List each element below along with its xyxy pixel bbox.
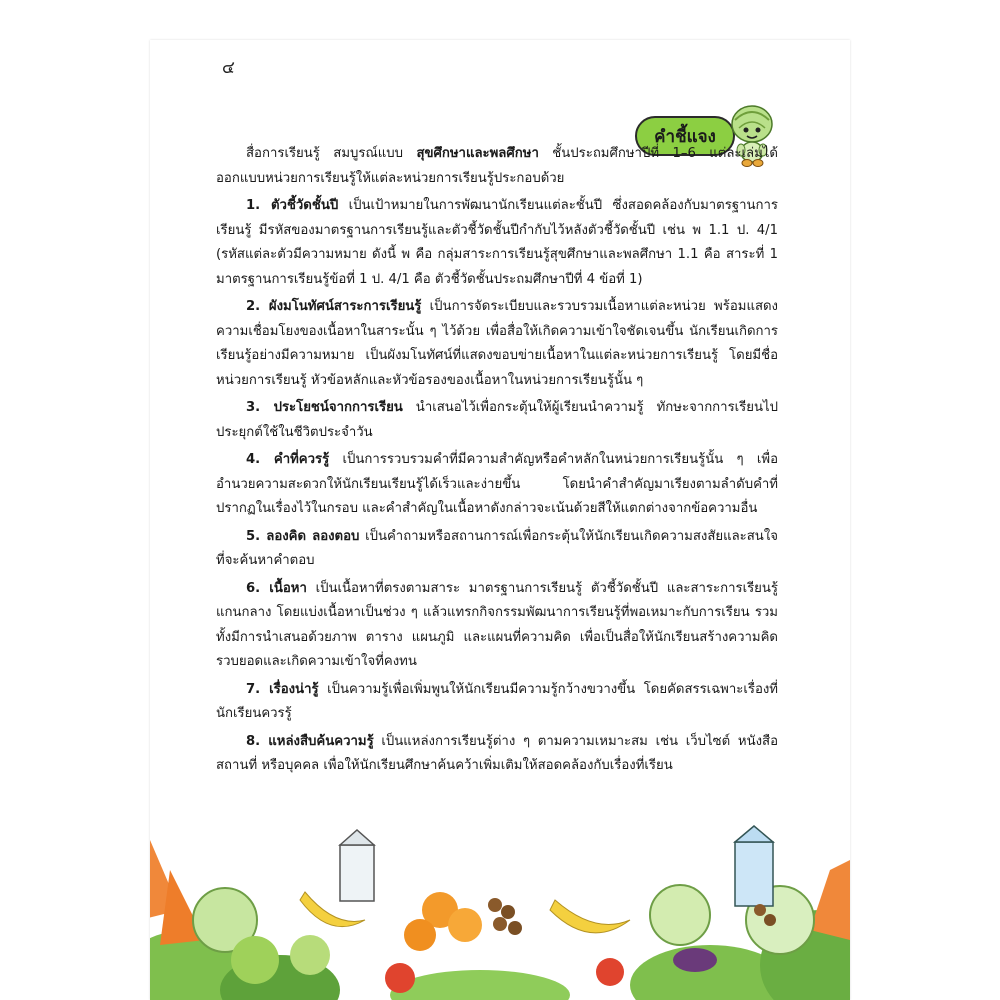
item-text: เป็นแหล่งการเรียนรู้ต่าง ๆ ตามความเหมาะสม เช่น เว็บไซต์ หนังสือ สถานที่ หรือบุคคล เพื่อให้นักเรียนศึกษาค้นคว้าเพิ่มเติมให้สอดคล้องกับเรื่องที่เรียน [216, 733, 778, 773]
list-item [216, 730, 778, 779]
item-title: 6. เนื้อหา [246, 580, 307, 596]
item-title: 7. เรื่องน่ารู้ [246, 681, 319, 697]
item-title: 8. แหล่งสืบค้นความรู้ [246, 733, 374, 749]
document-body [216, 142, 778, 782]
item-text: เป็นคำถามหรือสถานการณ์เพื่อกระตุ้นให้นักเรียนเกิดความสงสัยและสนใจที่จะค้นหาคำตอบ [216, 528, 778, 568]
intro-paragraph [216, 142, 778, 191]
list-item [216, 448, 778, 522]
intro-text-end: ชั้นประถมศึกษาปีที่ 1–6 แต่ละเล่มได้ออกแบบหน่วยการเรียนรู้ให้แต่ละหน่วยการเรียนรู้ประกอบด้วย [216, 146, 778, 186]
list-item [216, 577, 778, 675]
item-title: 2. ผังมโนทัศน์สาระการเรียนรู้ [246, 299, 422, 314]
list-item [216, 678, 778, 727]
eggplant-icon [673, 948, 717, 972]
vegetables-illustration [150, 800, 850, 1000]
list-item [216, 295, 778, 393]
item-title: 4. คำที่ควรรู้ [246, 452, 330, 467]
item-text: เป็นการจัดระเบียบและรวบรวมเนื้อหาแต่ละหน่วย พร้อมแสดงความเชื่อมโยงของเนื้อหาในสาระนั้น ๆ ไว้ด้วย เพื่อสื่อให้เกิดความเข้าใจชัดเจนขึ้น นักเรียนเกิดการเรียนรู้อย่างมีความหมาย เป็นผังมโนทัศน์ที่แสดงขอบข่ายเนื้อหาในแต่ละหน่วยการเรียนรู้ โดยมีชื่อหน่วยการเรียนรู้ หัวข้อหลักและหัวข้อรองของเนื้อหาในหน่วยการเรียนรู้นั้น ๆ [216, 299, 778, 388]
item-text: นำเสนอไว้เพื่อกระตุ้นให้ผู้เรียนนำความรู้ ทักษะจากการเรียนไปประยุกต์ใช้ในชีวิตประจำวัน [216, 400, 778, 440]
list-item [216, 396, 778, 445]
item-text: เป็นความรู้เพื่อเพิ่มพูนให้นักเรียนมีความรู้กว้างขวางขึ้น โดยคัดสรรเฉพาะเรื่องที่นักเรียนควรรู้ [216, 681, 778, 721]
item-title: 3. ประโยชน์จากการเรียน [246, 400, 403, 415]
milk-carton-icon [340, 826, 773, 906]
document-page [150, 40, 850, 1000]
list-item [216, 525, 778, 574]
item-text: เป็นเป้าหมายในการพัฒนานักเรียนแต่ละชั้นปี ซึ่งสอดคล้องกับมาตรฐานการเรียนรู้ มีรหัสของมาตรฐานการเรียนรู้และตัวชี้วัดชั้นปีกำกับไว้หลังตัวชี้วัดชั้นปี เช่น พ 1.1 ป. 4/1 (รหัสแต่ละตัวมีความหมาย ดังนี้ พ คือ กลุ่มสาระการเรียนรู้สุขศึกษาและพลศึกษา 1.1 คือ สาระที่ 1 มาตรฐานการเรียนรู้ข้อที่ 1 ป. 4/1 คือ ตัวชี้วัดชั้นประถมศึกษาปีที่ 4 ข้อที่ 1) [216, 198, 778, 287]
page-number: ๔ [222, 58, 235, 78]
intro-subject: สุขศึกษาและพลศึกษา [416, 146, 539, 161]
item-title: 5. ลองคิด ลองตอบ [246, 528, 360, 544]
item-title: 1. ตัวชี้วัดชั้นปี [246, 198, 339, 213]
item-text: เป็นเนื้อหาที่ตรงตามสาระ มาตรฐานการเรียนรู้ ตัวชี้วัดชั้นปี และสาระการเรียนรู้แกนกลาง โดยแบ่งเนื้อหาเป็นช่วง ๆ แล้วแทรกกิจกรรมพัฒนาการเรียนรู้ที่พอเหมาะกับการเรียน รวมทั้งมีการนำเสนอด้วยภาพ ตาราง แผนภูมิ และแผนที่ความคิด เพื่อเป็นสื่อให้นักเรียนสร้างความคิดรวบยอดและเกิดความเข้าใจที่คงทน [216, 580, 778, 669]
item-text: เป็นการรวบรวมคำที่มีความสำคัญหรือคำหลักในหน่วยการเรียนรู้นั้น ๆ เพื่ออำนวยความสะดวกให้นักเรียนเรียนรู้ได้เร็วและง่ายขึ้น โดยนำคำสำคัญมาเรียงตามลำดับคำที่ปรากฏในเรื่องไว้ในกรอบ และคำสำคัญในเนื้อหาดังกล่าวจะเน้นด้วยสีให้แตกต่างจากข้อความอื่น [216, 452, 778, 516]
grapes-icon [488, 898, 776, 935]
heading-title: คำชี้แจง [654, 126, 716, 147]
list-item [216, 194, 778, 292]
orange-icon [404, 892, 482, 951]
intro-text: สื่อการเรียนรู้ สมบูรณ์แบบ [246, 146, 417, 161]
